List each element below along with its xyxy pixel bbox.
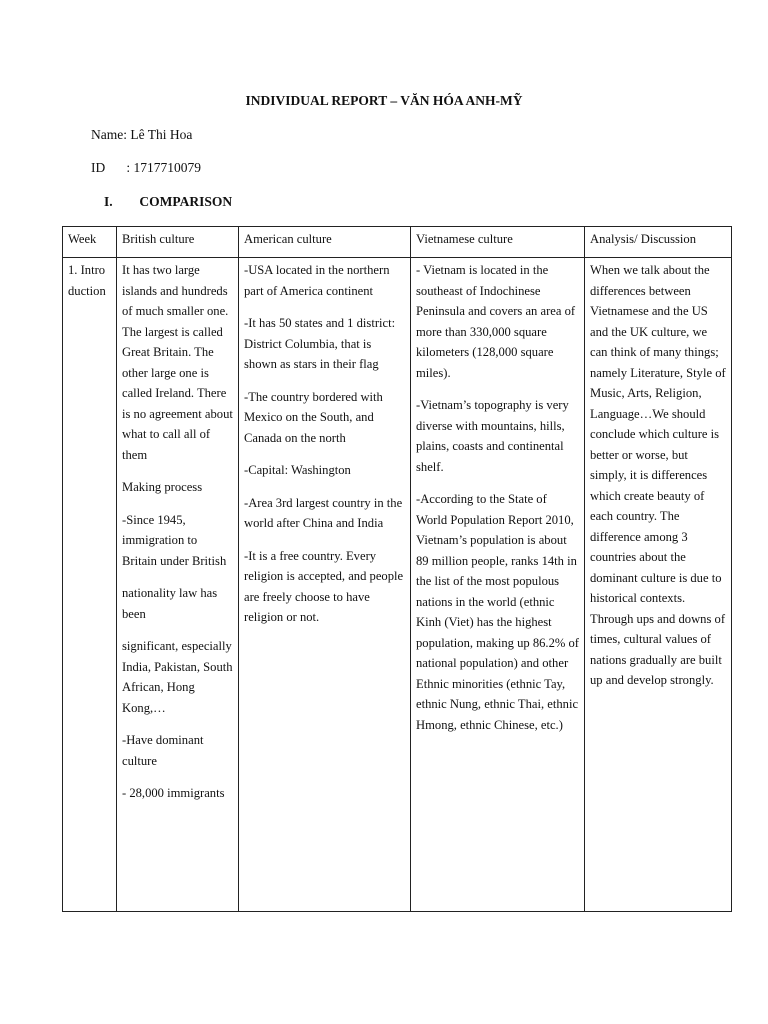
- section-heading: [104, 194, 232, 210]
- vietnamese-paragraph: -Vietnam’s topography is very diverse with mountains, hills, plains, coasts and continental shelf.: [416, 398, 569, 474]
- british-paragraph: It has two large islands and hundreds of much smaller one. The largest is called Great Britain. The other large one is called Ireland. There is no agreement about what to call all of them: [122, 263, 233, 462]
- comparison-table: [62, 226, 732, 912]
- american-paragraph: -Area 3rd largest country in the world after China and India: [244, 495, 403, 530]
- header-week: Week: [63, 227, 117, 258]
- analysis-cell: When we talk about the differences between Vietnamese and the US and the UK culture, we can think of many things; namely Literature, Style of Music, Arts, Religion, Language…We should conclude which culture is better or worse, but simply, it is differences which create beauty of each country. The difference among 3 countries about the dominant culture is due to historical contexts. Through ups and downs of times, cultural values of nations gradually are built up and develop strongly.: [585, 258, 732, 912]
- american-paragraph: -Capital: Washington: [244, 463, 351, 477]
- week-cell: 1. Introduction: [63, 258, 117, 912]
- vietnamese-cell: [411, 258, 585, 912]
- british-paragraph: -Since 1945, immigration to Britain under British: [122, 512, 227, 568]
- vietnamese-paragraph: - Vietnam is located in the southeast of Indochinese Peninsula and covers an area of more than 330,000 square kilometers (128,000 square miles).: [416, 263, 576, 380]
- british-paragraph: -Have dominant culture: [122, 733, 204, 768]
- section-number: I.: [104, 194, 113, 209]
- name-line: [91, 127, 192, 143]
- british-paragraph: Making process: [122, 480, 203, 494]
- american-paragraph: -USA located in the northern part of America continent: [244, 263, 390, 298]
- american-paragraph: -The country bordered with Mexico on the South, and Canada on the north: [244, 389, 383, 445]
- name-label: Name:: [91, 127, 127, 142]
- name-value: Lê Thi Hoa: [130, 127, 193, 142]
- section-title: COMPARISON: [139, 194, 233, 209]
- id-value: : 1717710079: [126, 160, 202, 175]
- british-paragraph: nationality law has been: [122, 586, 218, 621]
- british-cell: [117, 258, 239, 912]
- american-paragraph: -It has 50 states and 1 district: District Columbia, that is shown as stars in their flag: [244, 316, 396, 371]
- header-british: British culture: [117, 227, 239, 258]
- id-line: [91, 160, 201, 176]
- report-title: INDIVIDUAL REPORT – VĂN HÓA ANH-MỸ: [245, 93, 523, 108]
- header-analysis: Analysis/ Discussion: [585, 227, 732, 258]
- header-american: American culture: [239, 227, 411, 258]
- table-row: [63, 258, 732, 912]
- american-paragraph: -It is a free country. Every religion is accepted, and people are freely choose to have religion or not.: [244, 548, 404, 624]
- id-label: ID: [91, 160, 106, 175]
- american-cell: [239, 258, 411, 912]
- vietnamese-paragraph: -According to the State of World Population Report 2010, Vietnam’s population is about 89 million people, ranks 14th in the list of the most populous nations in the world (ethnic Kinh (Viet) has the highest population, making up 86.2% of national population) and other Ethnic minorities (ethnic Tay, ethnic Nung, ethnic Thai, ethnic Hmong, ethnic Chinese, etc.): [416, 492, 579, 732]
- british-paragraph: - 28,000 immigrants: [122, 786, 225, 800]
- header-vietnamese: Vietnamese culture: [411, 227, 585, 258]
- british-paragraph: significant, especially India, Pakistan, South African, Hong Kong,…: [122, 639, 233, 715]
- table-header-row: [63, 227, 732, 258]
